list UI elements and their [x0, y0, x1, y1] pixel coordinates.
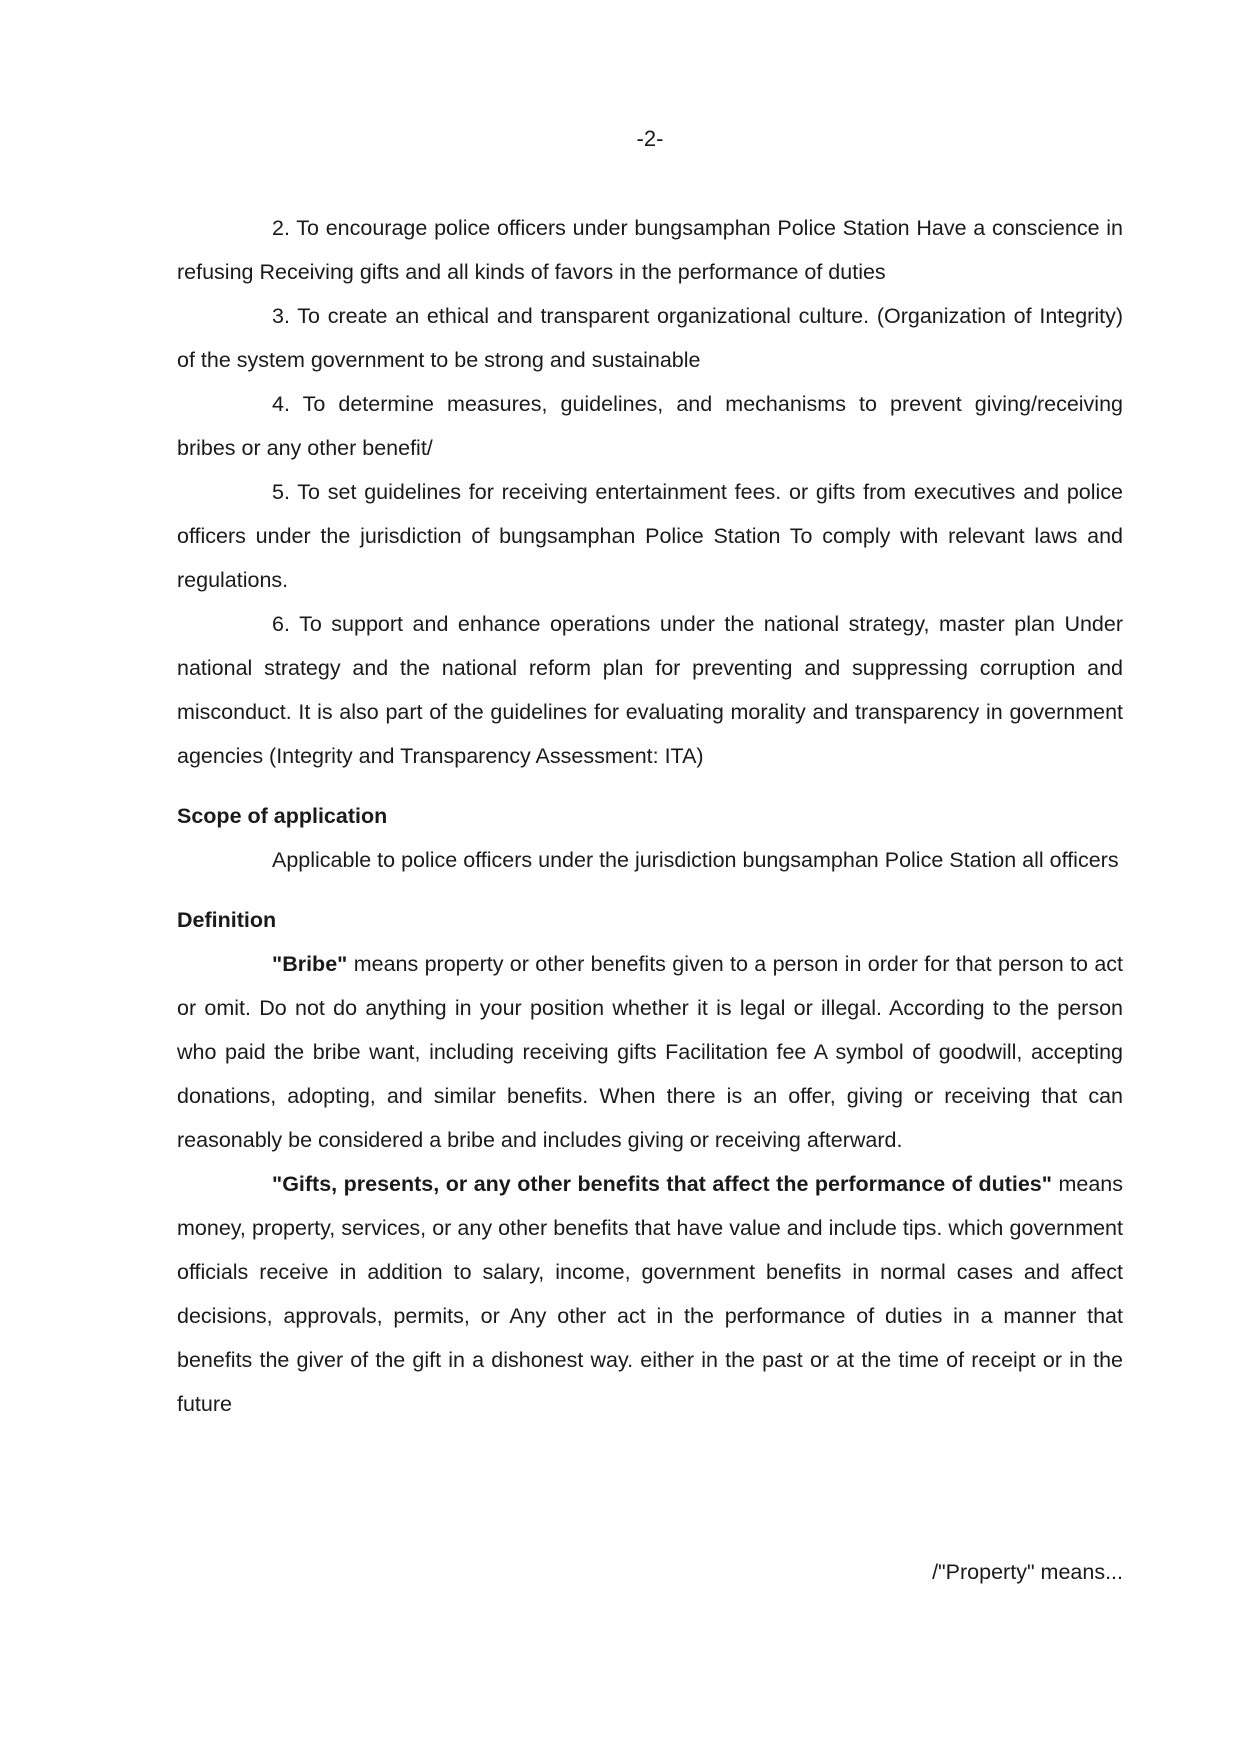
gifts-text: means money, property, services, or any other benefits that have value and include tips. which government officials receive in addition to salary, income, government benefits in normal cases and affect decisions, approvals, permits, or Any other act in the performance of duties in a manner that benefits the giver of the gift in a dishonest way. either in the past or at the time of receipt or in the future	[177, 1172, 1123, 1416]
continuation-note: /"Property" means...	[932, 1560, 1123, 1584]
document-page	[177, 0, 1123, 1755]
objective-item: 4. To determine measures, guidelines, and mechanisms to prevent giving/receiving bribes or any other benefit/	[177, 392, 1123, 460]
definition-heading: Definition	[177, 908, 277, 932]
bribe-term: "Bribe"	[272, 952, 348, 976]
gifts-definition	[177, 1162, 1123, 1426]
bribe-text: means property or other benefits given to a person in order for that person to act or omit. Do not do anything in your position whether it is legal or illegal. According to the person who paid the bribe want, including receiving gifts Facilitation fee A symbol of goodwill, accepting donations, adopting, and similar benefits. When there is an offer, giving or receiving that can reasonably be considered a bribe and includes giving or receiving afterward.	[177, 952, 1123, 1152]
scope-heading: Scope of application	[177, 804, 388, 828]
objective-item: 5. To set guidelines for receiving entertainment fees. or gifts from executives and police officers under the jurisdiction of bungsamphan Police Station To comply with relevant laws and regulations.	[177, 480, 1123, 592]
objective-item: 6. To support and enhance operations under the national strategy, master plan Under national strategy and the national reform plan for preventing and suppressing corruption and misconduct. It is also part of the guidelines for evaluating morality and transparency in government agencies (Integrity and Transparency Assessment: ITA)	[177, 612, 1123, 768]
page-number: -2-	[636, 126, 664, 151]
gifts-term: "Gifts, presents, or any other benefits that affect the performance of duties"	[272, 1172, 1052, 1196]
objective-item: 3. To create an ethical and transparent organizational culture. (Organization of Integrity) of the system government to be strong and sustainable	[177, 304, 1123, 372]
objective-item: 2. To encourage police officers under bungsamphan Police Station Have a conscience in refusing Receiving gifts and all kinds of favors in the performance of duties	[177, 216, 1123, 284]
scope-text: Applicable to police officers under the jurisdiction bungsamphan Police Station all officers	[272, 848, 1119, 872]
bribe-definition	[177, 942, 1123, 1162]
document-body	[177, 206, 1123, 1426]
